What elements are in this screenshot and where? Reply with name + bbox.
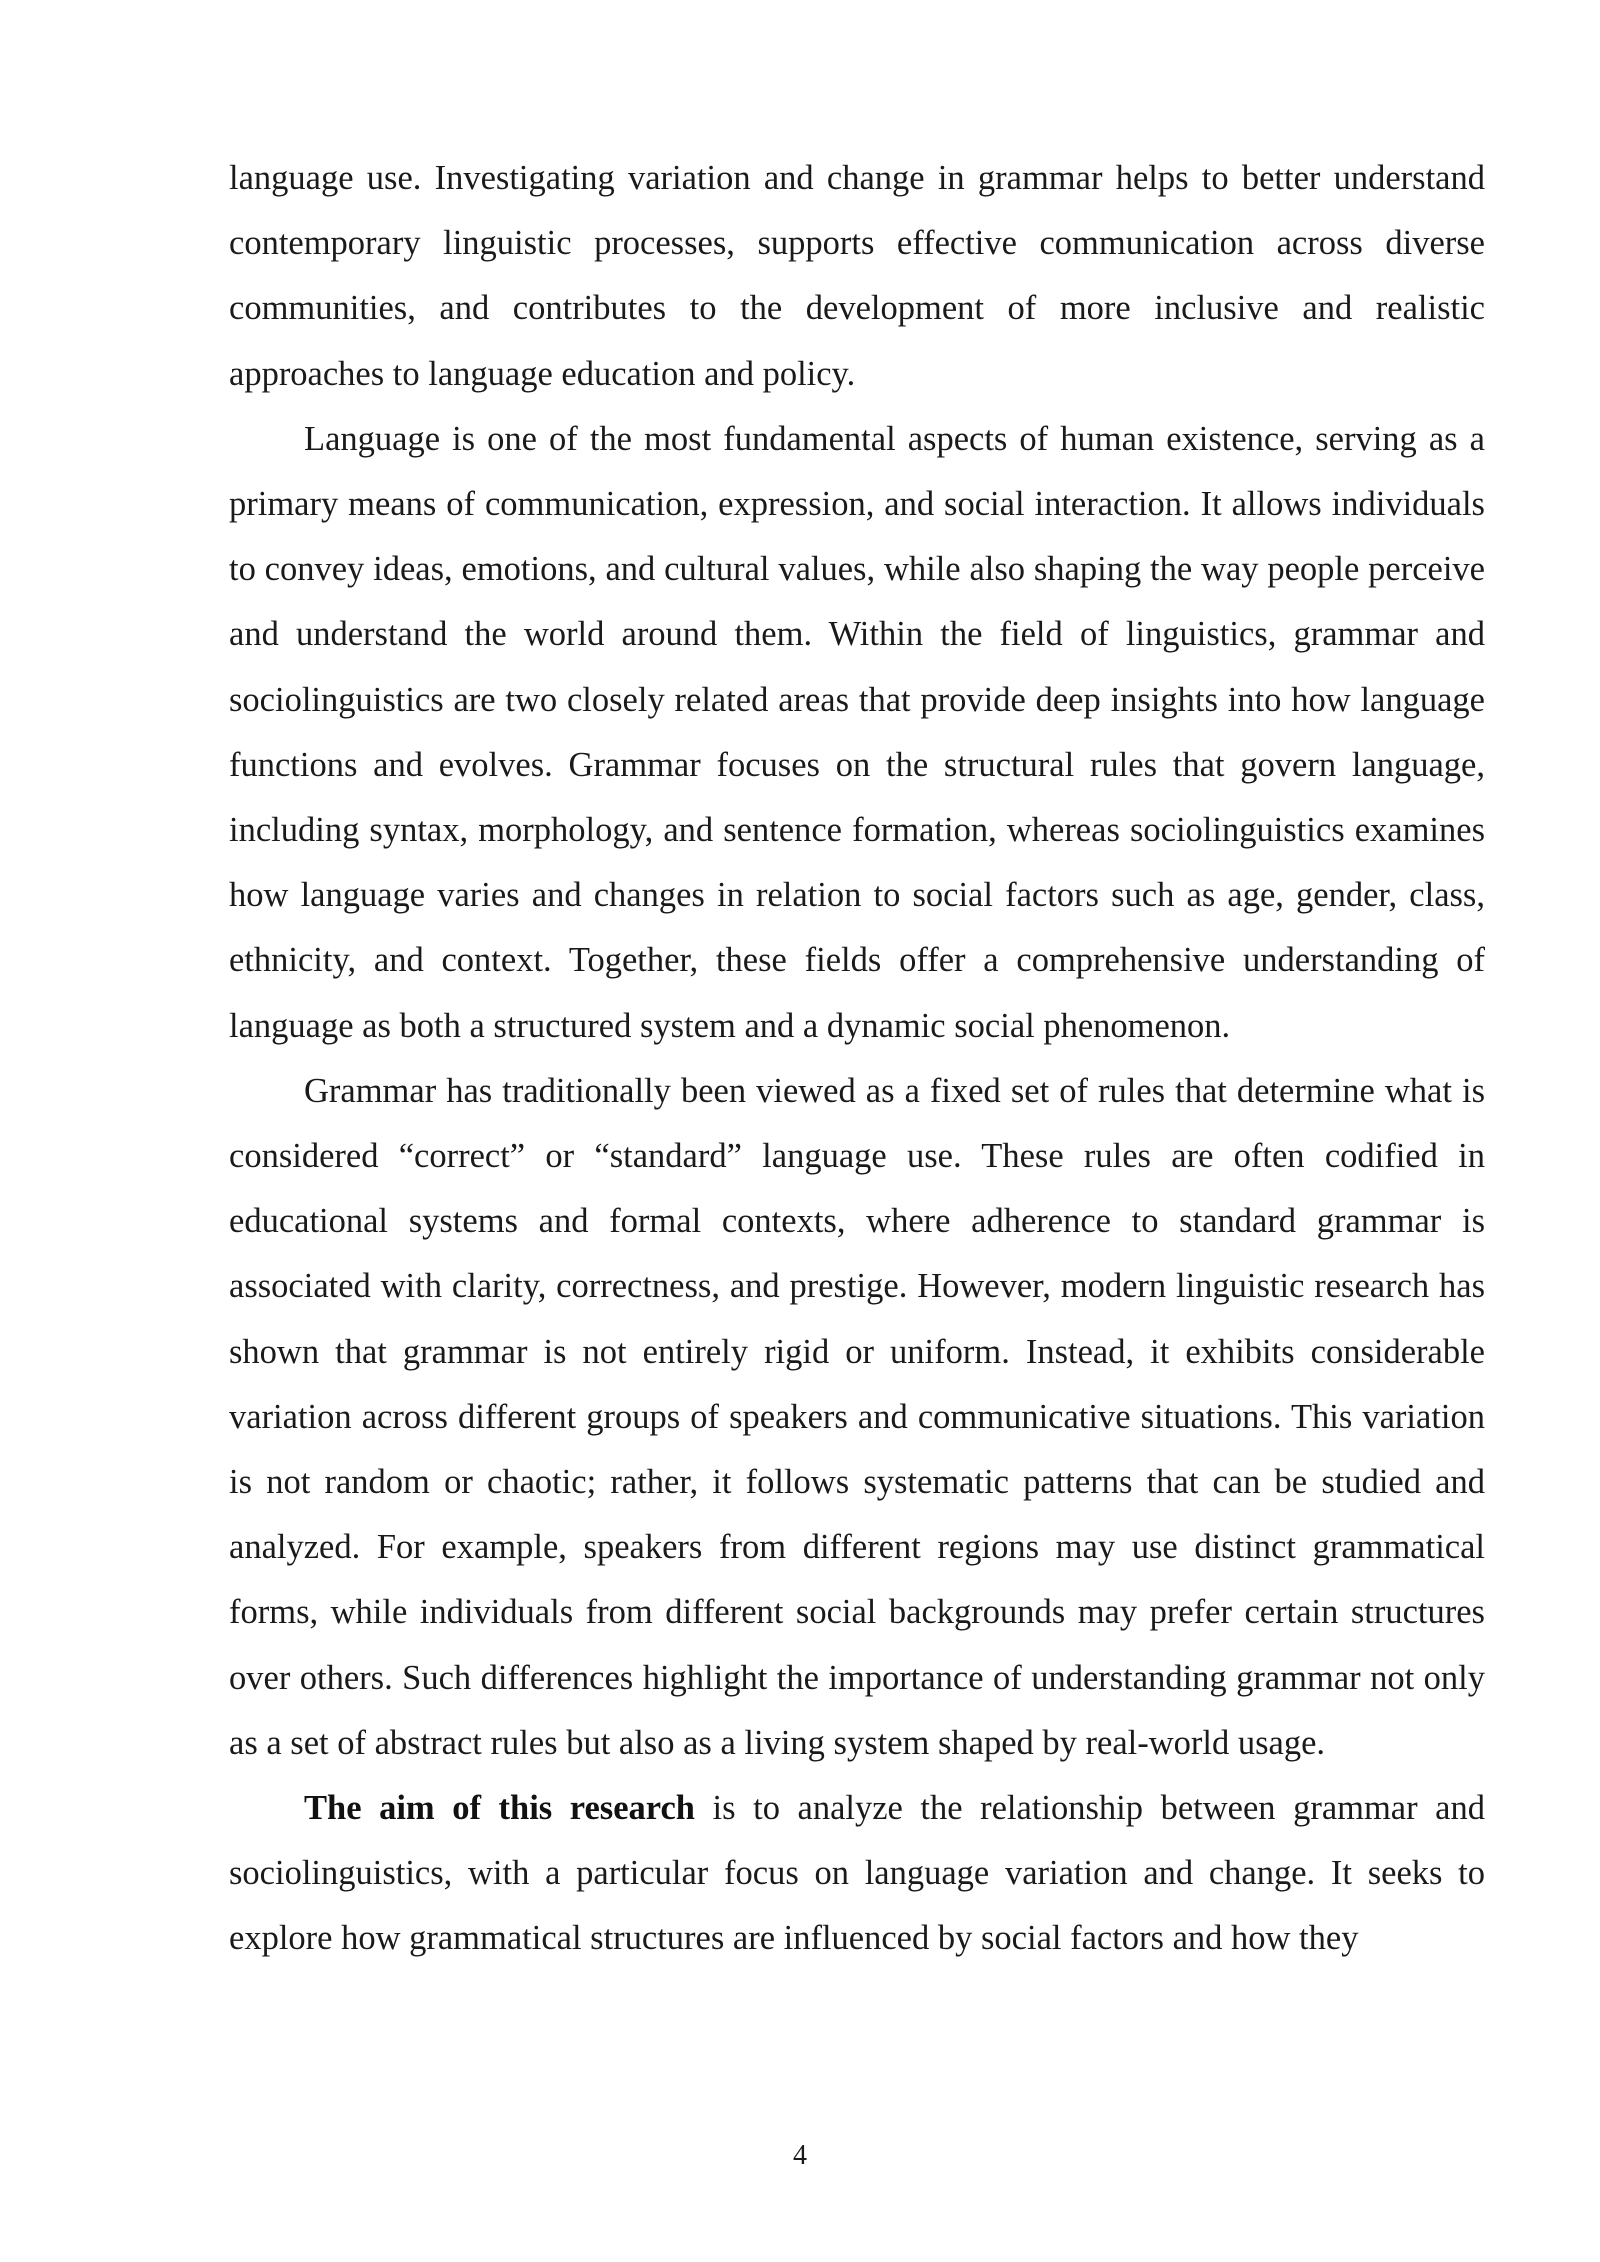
paragraph-4-text: is to analyze the relationship between grammar and sociolinguistics, with a particular focus on language variation and change. It seeks to explore how grammatical structures are influenced by social factors and how they xyxy=(229,1789,1485,1958)
paragraph-4 xyxy=(229,1776,1485,1972)
paragraph-3-text: Grammar has traditionally been viewed as a fixed set of rules that determine what is considered “correct” or “standard” language use. These rules are often codified in educational systems and formal contexts, where adherence to standard grammar is associated with clarity, correctness, and prestige. However, modern linguistic research has shown that grammar is not entirely rigid or uniform. Instead, it exhibits considerable variation across different groups of speakers and communicative situations. This variation is not random or chaotic; rather, it follows systematic patterns that can be studied and analyzed. For example, speakers from different regions may use distinct grammatical forms, while individuals from different social backgrounds may prefer certain structures over others. Such differences highlight the importance of understanding grammar not only as a set of abstract rules but also as a living system shaped by real-world usage. xyxy=(229,1071,1485,1762)
paragraph-1 xyxy=(229,146,1485,407)
paragraph-4-bold-lead: The aim of this research xyxy=(304,1789,695,1828)
body-text xyxy=(229,146,1485,1972)
paragraph-2 xyxy=(229,407,1485,1059)
paragraph-3 xyxy=(229,1059,1485,1776)
paragraph-2-text: Language is one of the most fundamental aspects of human existence, serving as a primary means of communication, expression, and social interaction. It allows individuals to convey ideas, emotions, and cultural values, while also shaping the way people perceive and understand the world around them. Within the field of linguistics, grammar and sociolinguistics are two closely related areas that provide deep insights into how language functions and evolves. Grammar focuses on the structural rules that govern language, including syntax, morphology, and sentence formation, whereas sociolinguistics examines how language varies and changes in relation to social factors such as age, gender, class, ethnicity, and context. Together, these fields offer a comprehensive understanding of language as both a structured system and a dynamic social phenomenon. xyxy=(229,419,1485,1045)
paragraph-1-text: language use. Investigating variation and change in grammar helps to better understand contemporary linguistic processes, supports effective communication across diverse communities, and contributes to the development of more inclusive and realistic approaches to language education and policy. xyxy=(229,159,1485,393)
page-number: 4 xyxy=(793,2140,807,2171)
